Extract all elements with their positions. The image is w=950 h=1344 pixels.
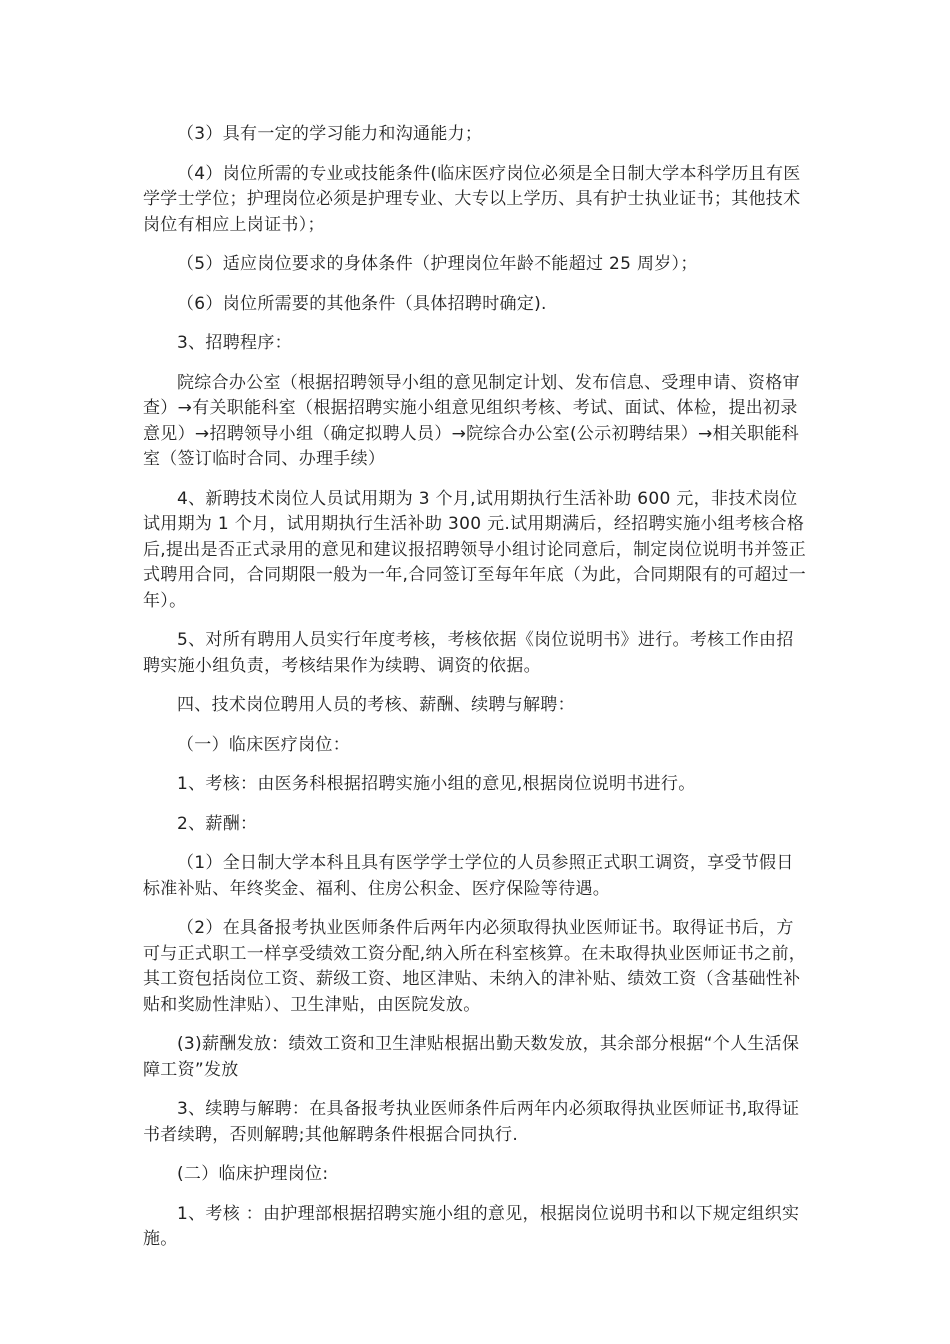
paragraph-req-6: （6）岗位所需要的其他条件（具体招聘时确定). [177,293,547,314]
paragraph-recruit-procedure-heading: 3、招聘程序： [177,333,292,353]
paragraph-req-5: （5）适应岗位要求的身体条件（护理岗位年龄不能超过 25 周岁）； [177,254,698,274]
paragraph-clinical-nursing-heading: (二）临床护理岗位: [177,1164,329,1184]
paragraph-req-3: （3）具有一定的学习能力和沟通能力； [177,124,483,144]
paragraph-probation: 4、新聘技术岗位人员试用期为 3 个月,试用期执行生活补助 600 元，非技术岗位试用期为 1 个月，试用期执行生活补助 300 元.试用期满后，经招聘实施小组考核合格后,提出是否正式录用的意见和建议报招聘领导小组讨论同意后，制定岗位说明书并签正式聘用合同，合同期限一般为一年,合同签订至每年年底（为此，合同期限有的可超过一年）。 [143,488,807,611]
document-page [143,122,809,1267]
paragraph-medical-assessment: 1、考核：由医务科根据招聘实施小组的意见,根据岗位说明书进行。 [177,774,696,794]
paragraph-renewal-termination: 3、续聘与解聘：在具备报考执业医师条件后两年内必须取得执业医师证书,取得证书者续聘，否则解聘;其他解聘条件根据合同执行. [143,1099,800,1145]
paragraph-salary-3: (3)薪酬发放：绩效工资和卫生津贴根据出勤天数发放，其余部分根据“个人生活保障工资”发放 [143,1034,800,1080]
paragraph-salary-1: （1）全日制大学本科且具有医学学士学位的人员参照正式职工调资，享受节假日标准补贴、年终奖金、福利、住房公积金、医疗保险等待遇。 [143,853,794,899]
paragraph-salary-heading: 2、薪酬： [177,813,258,834]
paragraph-req-4: （4）岗位所需的专业或技能条件(临床医疗岗位必须是全日制大学本科学历且有医学学士学位；护理岗位必须是护理专业、大专以上学历、具有护士执业证书；其他技术岗位有相应上岗证书）； [143,163,801,235]
paragraph-annual-review: 5、对所有聘用人员实行年度考核，考核依据《岗位说明书》进行。考核工作由招聘实施小组负责，考核结果作为续聘、调资的依据。 [143,630,794,676]
paragraph-salary-2: （2）在具备报考执业医师条件后两年内必须取得执业医师证书。取得证书后，方可与正式职工一样享受绩效工资分配,纳入所在科室核算。在未取得执业医师证书之前，其工资包括岗位工资、薪级工资、地区津贴、未纳入的津补贴、绩效工资（含基础性补贴和奖励性津贴）、卫生津贴，由医院发放。 [143,918,807,1015]
paragraph-recruit-procedure: 院综合办公室（根据招聘领导小组的意见制定计划、发布信息、受理申请、资格审查）→有关职能科室（根据招聘实施小组意见组织考核、考试、面试、体检，提出初录意见）→招聘领导小组（确定拟聘人员）→院综合办公室(公示初聘结果）→相关职能科室（签订临时合同、办理手续） [143,372,800,469]
paragraph-nursing-assessment: 1、考核 ：由护理部根据招聘实施小组的意见，根据岗位说明书和以下规定组织实施。 [143,1203,800,1249]
paragraph-clinical-medical-heading: （一）临床医疗岗位： [177,734,350,755]
paragraph-section-four-heading: 四、技术岗位聘用人员的考核、薪酬、续聘与解聘： [177,695,575,715]
